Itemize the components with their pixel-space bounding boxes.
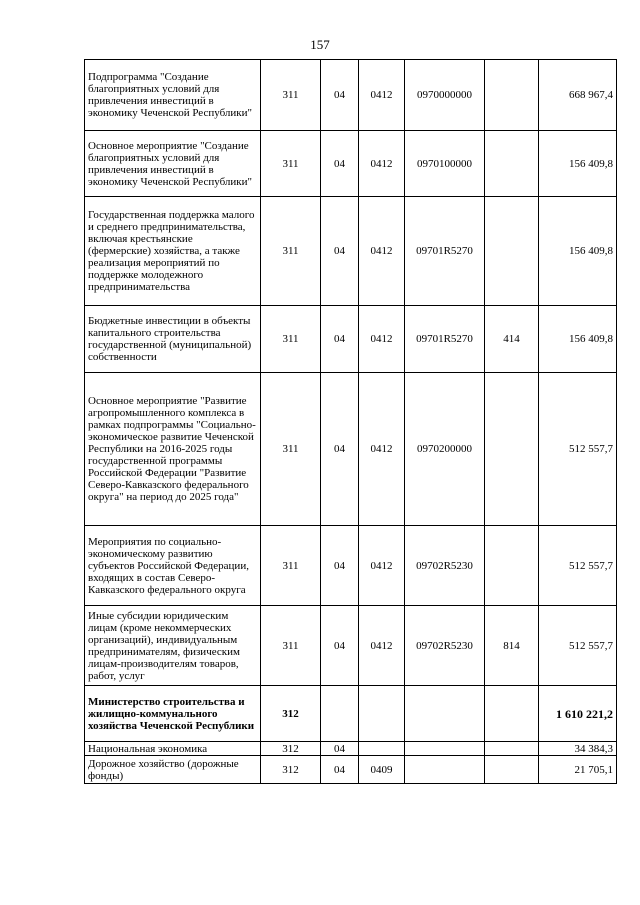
section-code-cell: 04 xyxy=(321,742,359,756)
amount-cell: 156 409,8 xyxy=(539,306,617,373)
target-article-cell: 0970200000 xyxy=(405,373,485,526)
table-row xyxy=(85,742,617,756)
ministry-code-cell: 311 xyxy=(261,197,321,306)
amount-cell: 156 409,8 xyxy=(539,131,617,197)
expense-type-cell: 414 xyxy=(485,306,539,373)
amount-cell: 512 557,7 xyxy=(539,606,617,686)
section-code-cell: 04 xyxy=(321,526,359,606)
section-code-cell: 04 xyxy=(321,306,359,373)
row-name-cell: Государственная поддержка малого и среднего предпринимательства, включая крестьянские (фермерские) хозяйства, а также реализация мероприятий по поддержке молодежного предпринимательства xyxy=(85,197,261,306)
ministry-code-cell: 311 xyxy=(261,60,321,131)
subsection-code-cell: 0412 xyxy=(359,197,405,306)
row-name-cell: Основное мероприятие "Создание благоприятных условий для привлечения инвестиций в экономику Чеченской Республики" xyxy=(85,131,261,197)
table-row xyxy=(85,60,617,131)
amount-cell: 512 557,7 xyxy=(539,373,617,526)
ministry-code-cell: 311 xyxy=(261,606,321,686)
section-code-cell: 04 xyxy=(321,131,359,197)
table-row xyxy=(85,686,617,742)
ministry-code-cell: 312 xyxy=(261,686,321,742)
expense-type-cell: 814 xyxy=(485,606,539,686)
target-article-cell: 09701R5270 xyxy=(405,197,485,306)
ministry-code-cell: 311 xyxy=(261,131,321,197)
amount-cell: 512 557,7 xyxy=(539,526,617,606)
row-name-cell: Дорожное хозяйство (дорожные фонды) xyxy=(85,756,261,784)
row-name-cell: Подпрограмма "Создание благоприятных условий для привлечения инвестиций в экономику Чеченской Республики" xyxy=(85,60,261,131)
section-code-cell: 04 xyxy=(321,197,359,306)
expense-type-cell xyxy=(485,373,539,526)
expense-type-cell xyxy=(485,756,539,784)
row-name-cell: Основное мероприятие "Развитие агропромышленного комплекса в рамках подпрограммы "Социально-экономическое развитие Чеченской Республики на 2016-2025 годы государственной программы Российской Федерации "Развитие Северо-Кавказского федерального округа" на период до 2025 года" xyxy=(85,373,261,526)
ministry-code-cell: 311 xyxy=(261,526,321,606)
row-name-cell: Бюджетные инвестиции в объекты капитального строительства государственной (муниципальной) собственности xyxy=(85,306,261,373)
expense-type-cell xyxy=(485,526,539,606)
expense-type-cell xyxy=(485,60,539,131)
subsection-code-cell: 0409 xyxy=(359,756,405,784)
table-row xyxy=(85,373,617,526)
section-code-cell xyxy=(321,686,359,742)
row-name-cell: Национальная экономика xyxy=(85,742,261,756)
amount-cell: 34 384,3 xyxy=(539,742,617,756)
table-row xyxy=(85,197,617,306)
row-name-cell: Иные субсидии юридическим лицам (кроме некоммерческих организаций), индивидуальным предпринимателям, физическим лицам-производителям товаров, работ, услуг xyxy=(85,606,261,686)
section-code-cell: 04 xyxy=(321,60,359,131)
ministry-code-cell: 311 xyxy=(261,373,321,526)
table-row xyxy=(85,756,617,784)
target-article-cell: 09702R5230 xyxy=(405,606,485,686)
table-row xyxy=(85,306,617,373)
row-name-cell: Мероприятия по социально-экономическому развитию субъектов Российской Федерации, входящих в состав Северо-Кавказского федерального округа xyxy=(85,526,261,606)
table-row xyxy=(85,131,617,197)
target-article-cell: 0970000000 xyxy=(405,60,485,131)
subsection-code-cell: 0412 xyxy=(359,306,405,373)
row-name-cell: Министерство строительства и жилищно-коммунального хозяйства Чеченской Республики xyxy=(85,686,261,742)
subsection-code-cell: 0412 xyxy=(359,526,405,606)
section-code-cell: 04 xyxy=(321,606,359,686)
amount-cell: 668 967,4 xyxy=(539,60,617,131)
expense-type-cell xyxy=(485,686,539,742)
subsection-code-cell: 0412 xyxy=(359,606,405,686)
target-article-cell xyxy=(405,742,485,756)
amount-cell: 21 705,1 xyxy=(539,756,617,784)
target-article-cell: 09701R5270 xyxy=(405,306,485,373)
expense-type-cell xyxy=(485,131,539,197)
subsection-code-cell: 0412 xyxy=(359,60,405,131)
ministry-code-cell: 312 xyxy=(261,742,321,756)
target-article-cell: 09702R5230 xyxy=(405,526,485,606)
target-article-cell xyxy=(405,686,485,742)
ministry-code-cell: 311 xyxy=(261,306,321,373)
amount-cell: 156 409,8 xyxy=(539,197,617,306)
subsection-code-cell xyxy=(359,742,405,756)
ministry-code-cell: 312 xyxy=(261,756,321,784)
page-number: 157 xyxy=(310,37,330,52)
amount-cell: 1 610 221,2 xyxy=(539,686,617,742)
expense-type-cell xyxy=(485,742,539,756)
expense-type-cell xyxy=(485,197,539,306)
table-row xyxy=(85,526,617,606)
target-article-cell xyxy=(405,756,485,784)
subsection-code-cell: 0412 xyxy=(359,131,405,197)
target-article-cell: 0970100000 xyxy=(405,131,485,197)
subsection-code-cell xyxy=(359,686,405,742)
subsection-code-cell: 0412 xyxy=(359,373,405,526)
budget-table xyxy=(84,59,617,784)
table-row xyxy=(85,606,617,686)
section-code-cell: 04 xyxy=(321,373,359,526)
section-code-cell: 04 xyxy=(321,756,359,784)
